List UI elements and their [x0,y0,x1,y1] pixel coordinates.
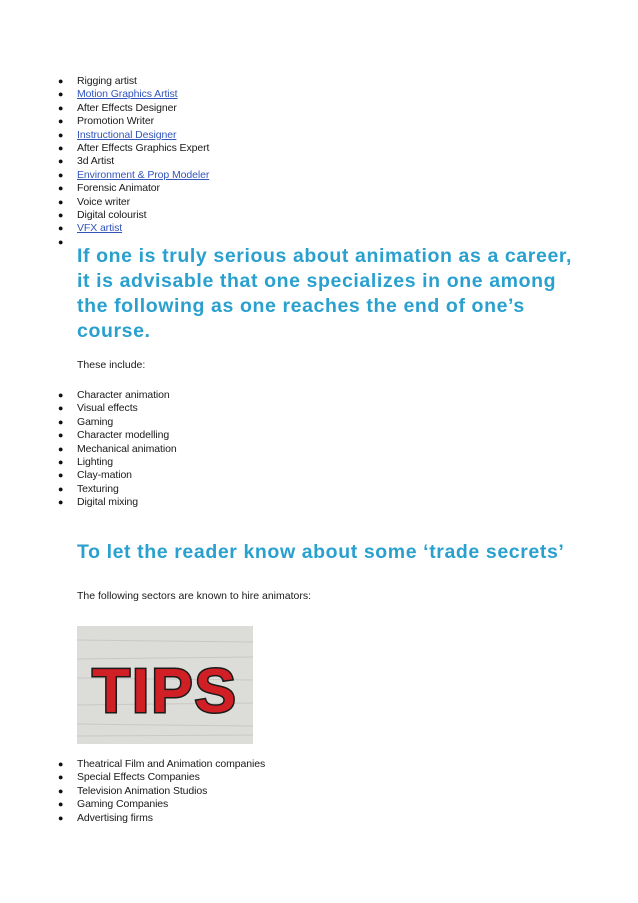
bullet-icon: ● [58,812,64,823]
list-item-link[interactable]: VFX artist [77,222,123,235]
hiring-sectors-list [58,758,265,825]
list-item [58,182,209,195]
list-item-label: Texturing [77,482,119,495]
list-item [58,102,209,115]
list-item-link[interactable]: Instructional Designer [77,128,177,141]
list-item-label: Rigging artist [77,75,137,87]
list-item-label: Television Animation Studios [77,784,208,797]
list-item-link[interactable]: Motion Graphics Artist [77,88,178,101]
list-item-label: Forensic Animator [77,182,160,195]
list-item-label: Promotion Writer [77,115,154,128]
bullet-icon: ● [58,89,64,100]
list-item-label: Digital mixing [77,496,139,509]
list-item[interactable] [58,88,209,101]
list-item-label: Mechanical animation [77,442,177,455]
sectors-intro-text: The following sectors are known to hire animators: [77,590,312,602]
bullet-icon: ● [58,483,64,494]
list-item-label: Special Effects Companies [77,771,200,784]
list-item [58,389,177,402]
bullet-icon: ● [58,196,64,207]
list-item [58,196,209,209]
list-item [58,209,209,222]
list-item-label: Character animation [77,389,170,401]
bullet-icon: ● [58,142,64,153]
list-item-label: After Effects Designer [77,101,177,114]
bullet-icon: ● [58,183,64,194]
these-include-text: These include: [77,359,146,371]
list-item-label: Clay-mation [77,469,132,482]
list-item-label: Digital colourist [77,208,147,221]
list-item [58,496,177,509]
list-item [58,785,265,798]
bullet-icon: ● [58,470,64,481]
bullet-icon: ● [58,799,64,810]
list-item [58,115,209,128]
list-item-label: Voice writer [77,195,131,208]
list-item [58,456,177,469]
bullet-icon: ● [58,129,64,140]
list-item-label: Gaming Companies [77,798,169,811]
section-heading-trade-secrets: To let the reader know about some ‘trade secrets’ [77,541,565,563]
list-item-label: 3d Artist [77,155,115,168]
specializations-list [58,389,177,510]
list-item [58,443,177,456]
list-item[interactable] [58,169,209,182]
section-heading-specialize: If one is truly serious about animation as a career, it is advisable that one specializes in one among the following as one reaches the end of one’s course. [77,245,573,342]
list-item-label: Lighting [77,455,113,468]
list-item [58,483,177,496]
bullet-icon: ● [58,403,64,414]
bullet-icon: ● [58,430,64,441]
list-item-link[interactable]: Environment & Prop Modeler [77,168,210,181]
list-item [58,771,265,784]
bullet-icon: ● [58,156,64,167]
list-item [58,429,177,442]
list-item [58,75,209,88]
list-item [58,402,177,415]
list-item-label: After Effects Graphics Expert [77,141,210,154]
list-item [58,469,177,482]
bullet-icon: ● [58,416,64,427]
bullet-icon: ● [58,116,64,127]
list-item [58,416,177,429]
bullet-icon: ● [58,223,64,234]
list-item [58,155,209,168]
bullet-icon: ● [58,772,64,783]
bullet-icon: ● [58,497,64,508]
list-item-label: Character modelling [77,429,170,442]
list-item-label: Theatrical Film and Animation companies [77,758,266,770]
bullet-icon: ● [58,785,64,796]
list-item-label: Advertising firms [77,811,153,824]
bullet-icon: ● [58,759,64,769]
bullet-icon: ● [58,390,64,400]
tips-lettering: TIPS [92,657,238,726]
bullet-icon: ● [58,209,64,220]
bullet-icon: ● [58,236,64,247]
bullet-icon: ● [58,456,64,467]
tips-image [77,626,253,744]
occupations-list [58,75,209,249]
bullet-icon: ● [58,102,64,113]
list-item-label: Gaming [77,415,114,428]
list-item[interactable] [58,129,209,142]
list-item [58,798,265,811]
list-item [58,812,265,825]
bullet-icon: ● [58,443,64,454]
list-item[interactable] [58,222,209,235]
bullet-icon: ● [58,169,64,180]
bullet-icon: ● [58,76,64,86]
list-item [58,758,265,771]
list-item [58,142,209,155]
list-item-label: Visual effects [77,402,138,415]
